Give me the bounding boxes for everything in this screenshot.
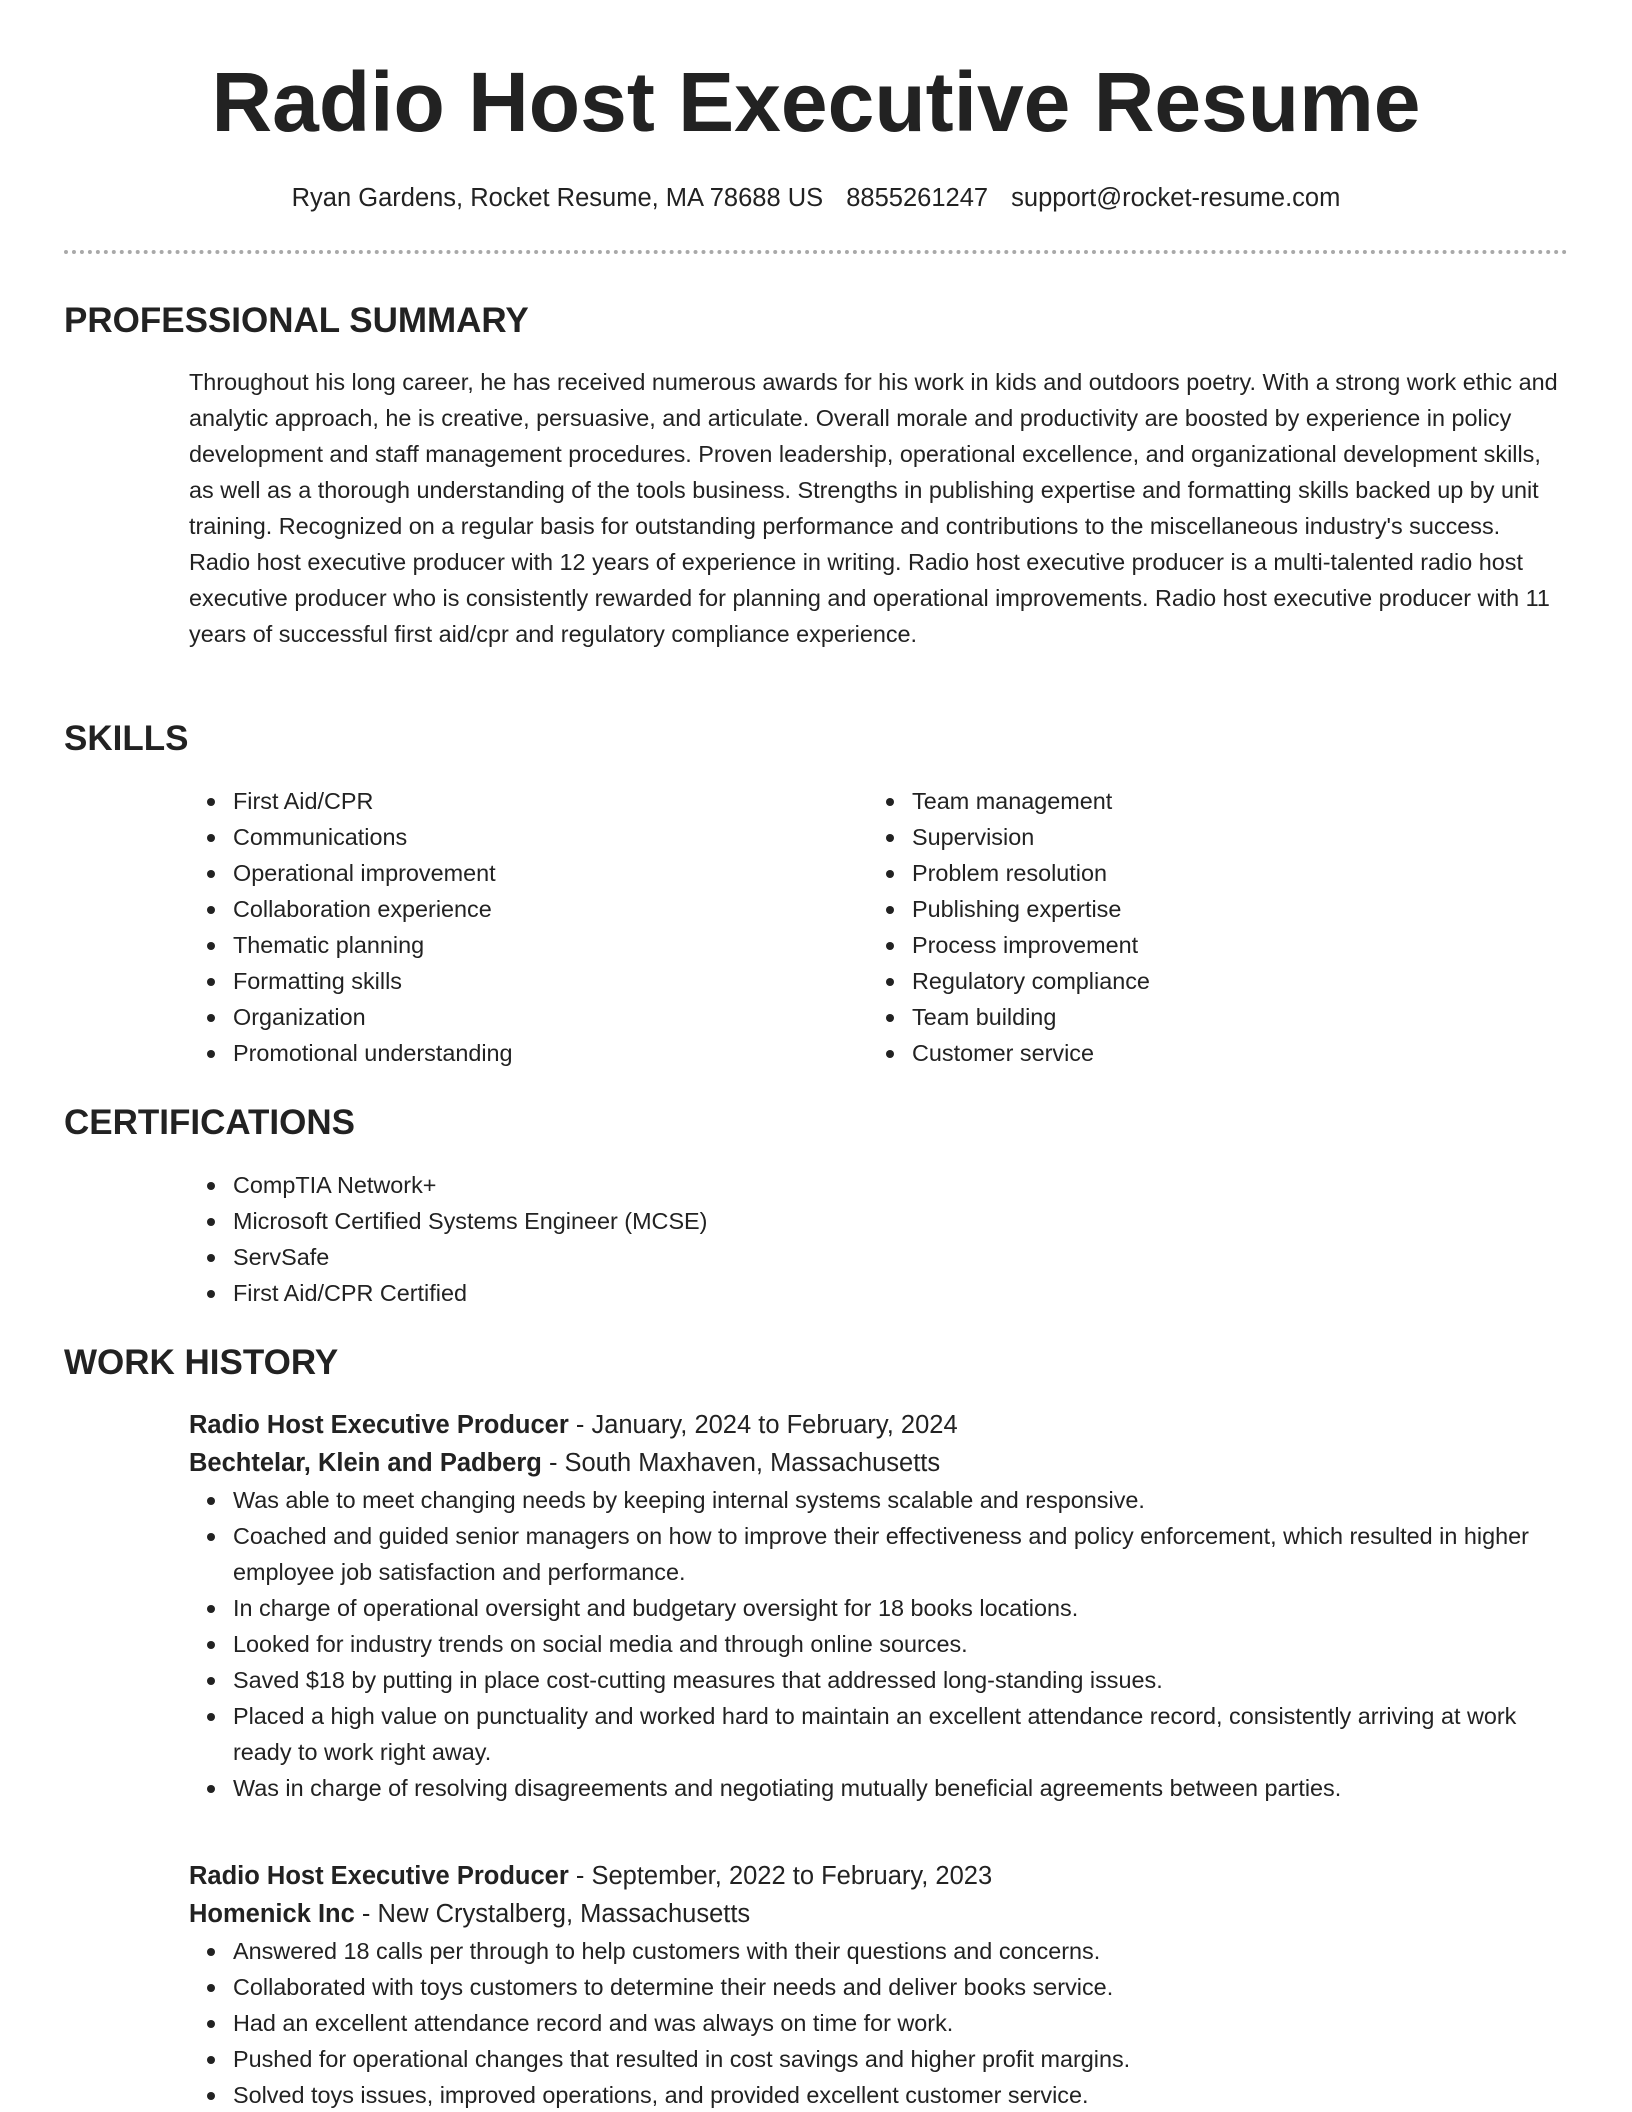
job-bullet	[189, 1662, 1559, 1698]
bullet-dot	[207, 1218, 215, 1226]
job-entry	[189, 1406, 1569, 1806]
skill-item	[189, 963, 829, 999]
job-location: - South Maxhaven, Massachusetts	[541, 1449, 941, 1477]
bullet-dot	[207, 978, 215, 986]
job-bullet-text: Coached and guided senior managers on how to improve their effectiveness and policy enforcement, which resulted in higher employee job satisfaction and performance.	[233, 1523, 1529, 1585]
certification-item	[189, 1239, 1559, 1275]
skills-heading: SKILLS	[64, 719, 189, 758]
bullet-dot	[207, 1290, 215, 1298]
job-bullet	[189, 2005, 1559, 2041]
contact-address: Ryan Gardens, Rocket Resume, MA 78688 US	[291, 184, 824, 212]
bullet-dot	[207, 1014, 215, 1022]
bullet-dot	[886, 942, 894, 950]
skill-item	[189, 819, 829, 855]
summary-text: Throughout his long career, he has received numerous awards for his work in kids and outdoors poetry. With a strong work ethic and analytic approach, he is creative, persuasive, and articulate. Overall morale and productivity are boosted by experience in policy development and staff management procedures. Proven leadership, operational excellence, and organizational development skills, as well as a thorough understanding of the tools business. Strengths in publishing expertise and formatting skills backed up by unit training. Recognized on a regular basis for outstanding performance and contributions to the miscellaneous industry's success. Radio host executive producer with 12 years of experience in writing. Radio host executive producer is a multi-talented radio host executive producer who is consistently rewarded for planning and operational improvements. Radio host executive producer with 11 years of successful first aid/cpr and regulatory compliance experience.	[189, 369, 1558, 647]
skill-item	[868, 927, 1508, 963]
skill-label: Regulatory compliance	[912, 968, 1150, 994]
bullet-dot	[886, 798, 894, 806]
job-bullet	[189, 1933, 1559, 1969]
contact-phone: 8855261247	[846, 184, 989, 212]
bullet-dot	[886, 834, 894, 842]
job-title: Radio Host Executive Producer	[189, 1411, 569, 1439]
skill-item	[868, 783, 1508, 819]
bullet-dot	[886, 1014, 894, 1022]
certification-label: Microsoft Certified Systems Engineer (MCSE)	[233, 1208, 708, 1234]
certification-label: First Aid/CPR Certified	[233, 1280, 467, 1306]
skill-label: First Aid/CPR	[233, 788, 374, 814]
certification-item	[189, 1275, 1559, 1311]
bullet-dot	[207, 1785, 215, 1793]
skill-item	[868, 819, 1508, 855]
bullet-dot	[207, 1497, 215, 1505]
job-bullet-text: Had an excellent attendance record and was always on time for work.	[233, 2010, 954, 2036]
job-location: - New Crystalberg, Massachusetts	[354, 1900, 751, 1928]
job-bullet-text: In charge of operational oversight and budgetary oversight for 18 books locations.	[233, 1595, 1079, 1621]
bullet-dot	[207, 1948, 215, 1956]
skill-label: Collaboration experience	[233, 896, 492, 922]
skill-label: Team management	[912, 788, 1113, 814]
certification-item	[189, 1167, 1559, 1203]
job-bullet	[189, 1770, 1559, 1806]
skill-label: Promotional understanding	[233, 1040, 513, 1066]
job-bullet-text: Placed a high value on punctuality and worked hard to maintain an excellent attendance record, consistently arriving at work ready to work right away.	[233, 1703, 1517, 1765]
bullet-dot	[207, 2092, 215, 2100]
job-bullet-text: Saved $18 by putting in place cost-cutting measures that addressed long-standing issues.	[233, 1667, 1163, 1693]
bullet-dot	[207, 942, 215, 950]
job-bullet	[189, 1626, 1559, 1662]
bullet-dot	[207, 834, 215, 842]
skill-item	[189, 891, 829, 927]
certification-label: CompTIA Network+	[233, 1172, 437, 1198]
job-bullet-text: Was in charge of resolving disagreements and negotiating mutually beneficial agreements between parties.	[233, 1775, 1342, 1801]
bullet-dot	[207, 870, 215, 878]
bullet-dot	[207, 1050, 215, 1058]
skill-label: Communications	[233, 824, 408, 850]
bullet-dot	[886, 906, 894, 914]
job-entry	[189, 1857, 1569, 2112]
job-bullet-text: Collaborated with toys customers to determine their needs and deliver books service.	[233, 1974, 1114, 2000]
job-title-line	[189, 1857, 1569, 1895]
skill-label: Thematic planning	[233, 932, 425, 958]
certifications-heading: CERTIFICATIONS	[64, 1103, 356, 1142]
job-bullet-list	[189, 1933, 1559, 2112]
job-bullet-text: Solved toys issues, improved operations, and provided excellent customer service.	[233, 2082, 1089, 2108]
skill-item	[189, 999, 829, 1035]
job-company-line	[189, 1444, 1569, 1482]
bullet-dot	[886, 1050, 894, 1058]
skill-item	[189, 1035, 829, 1071]
job-dates: - September, 2022 to February, 2023	[568, 1862, 993, 1890]
job-bullet-text: Was able to meet changing needs by keeping internal systems scalable and responsive.	[233, 1487, 1145, 1513]
skill-label: Customer service	[912, 1040, 1094, 1066]
bullet-dot	[207, 1605, 215, 1613]
bullet-dot	[886, 870, 894, 878]
bullet-dot	[207, 1641, 215, 1649]
skill-item	[189, 927, 829, 963]
bullet-dot	[207, 2020, 215, 2028]
job-dates: - January, 2024 to February, 2024	[568, 1411, 958, 1439]
skill-label: Team building	[912, 1004, 1057, 1030]
job-bullet	[189, 1969, 1559, 2005]
bullet-dot	[207, 798, 215, 806]
skill-item	[868, 999, 1508, 1035]
skill-label: Problem resolution	[912, 860, 1108, 886]
work-history-heading: WORK HISTORY	[64, 1343, 339, 1382]
job-title-line	[189, 1406, 1569, 1444]
header-divider	[64, 250, 1568, 254]
summary-heading: PROFESSIONAL SUMMARY	[64, 301, 529, 340]
skill-item	[868, 855, 1508, 891]
skill-label: Process improvement	[912, 932, 1139, 958]
bullet-dot	[207, 1533, 215, 1541]
job-bullet-text: Looked for industry trends on social media and through online sources.	[233, 1631, 968, 1657]
skill-item	[868, 891, 1508, 927]
job-company-line	[189, 1895, 1569, 1933]
skill-item	[868, 963, 1508, 999]
bullet-dot	[207, 1254, 215, 1262]
bullet-dot	[207, 2056, 215, 2064]
resume-title: Radio Host Executive Resume	[211, 55, 1421, 149]
job-bullet	[189, 2077, 1559, 2112]
job-bullet-list	[189, 1482, 1559, 1806]
skill-item	[189, 783, 829, 819]
skill-label: Supervision	[912, 824, 1035, 850]
job-bullet	[189, 1482, 1559, 1518]
job-bullet	[189, 2041, 1559, 2077]
skill-label: Formatting skills	[233, 968, 402, 994]
bullet-dot	[207, 1182, 215, 1190]
job-company: Homenick Inc	[189, 1900, 355, 1928]
bullet-dot	[207, 1713, 215, 1721]
job-bullet	[189, 1590, 1559, 1626]
skill-item	[868, 1035, 1508, 1071]
skill-label: Organization	[233, 1004, 366, 1030]
contact-email: support@rocket-resume.com	[1011, 184, 1341, 212]
certification-label: ServSafe	[233, 1244, 330, 1270]
certification-item	[189, 1203, 1559, 1239]
bullet-dot	[207, 1677, 215, 1685]
job-bullet	[189, 1518, 1559, 1590]
job-bullet-text: Pushed for operational changes that resulted in cost savings and higher profit margins.	[233, 2046, 1131, 2072]
skills-list-left	[189, 783, 829, 1071]
skill-label: Publishing expertise	[912, 896, 1122, 922]
job-title: Radio Host Executive Producer	[189, 1862, 569, 1890]
bullet-dot	[207, 906, 215, 914]
skill-item	[189, 855, 829, 891]
skill-label: Operational improvement	[233, 860, 496, 886]
certifications-list	[189, 1167, 1559, 1311]
job-company: Bechtelar, Klein and Padberg	[189, 1449, 542, 1477]
bullet-dot	[886, 978, 894, 986]
job-bullet	[189, 1698, 1559, 1770]
skills-list-right	[868, 783, 1508, 1071]
contact-line	[0, 180, 1632, 216]
job-bullet-text: Answered 18 calls per through to help customers with their questions and concerns.	[233, 1938, 1101, 1964]
bullet-dot	[207, 1984, 215, 1992]
